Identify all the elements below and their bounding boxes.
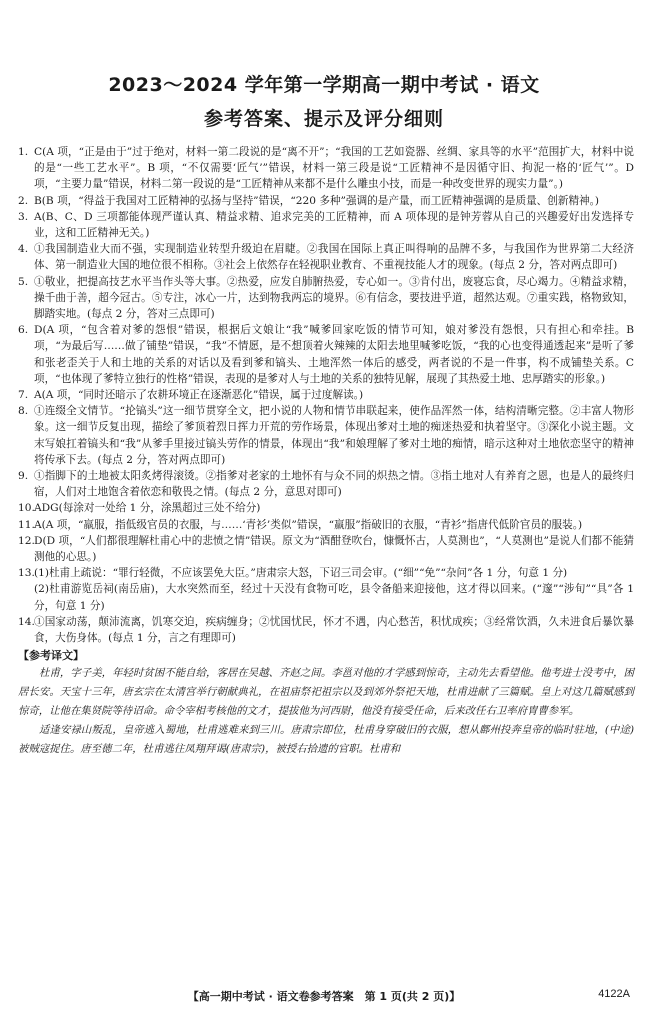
- answer-text: C(A 项，“正是由于”过于绝对，材料一第二段说的是“离不开”；“我国的工艺如瓷器、丝绸、家具等的水平”范围扩大，材料中说的是“一些工艺水平”。B 项，“不仅需要‘匠气’”错误，材料一第三段是说“工匠精神不是因循守旧、拘泥一格的‘匠气’”。D 项，“主要力量”错误，材料二第一段说的是“工匠精神从来都不是什么雕虫小技，而是一种改变世界的现实力量”。): [34, 146, 634, 191]
- answer-number: 10.: [18, 502, 35, 515]
- answer-text: ①连缀全文情节。“抡镐头”这一细节贯穿全文，把小说的人物和情节串联起来，使作品浑然一体，结构清晰完整。②丰富人物形象。这一细节反复出现，描绘了爹顶着烈日挥力开荒的劳作场景，体现出爹对土地的痴迷热爱和执着坚守。③深化小说主题。文末写娘扛着镐头和“我”从爹手里接过镐头劳作的情景，体现出“我”和娘理解了爹对土地的痴情，暗示这种对土地依恋坚守的精神将传承下去。(每点 2 分，答对两点即可): [34, 405, 634, 466]
- answer-item: [18, 193, 634, 209]
- answer-item: [18, 274, 634, 323]
- answer-item: [18, 387, 634, 403]
- page-subtitle: 参考答案、提示及评分细则: [203, 108, 444, 130]
- answer-text: (1)杜甫上疏说：“罪行轻微，不应该罢免大臣。”唐肃宗大怒，下诏三司会审。(“细”“免”“杂问”各 1 分，句意 1 分): [34, 567, 568, 580]
- answer-text: ①我国制造业大而不强，实现制造业转型升级迫在眉睫。②我国在国际上真正叫得响的品牌不多，与我国作为世界第二大经济体、第一制造业大国的地位很不相称。③社会上依然存在轻视职业教育、不重视技能人才的现象。(每点 2 分，答对两点即可): [34, 243, 634, 272]
- reference-heading: 【参考译文】: [18, 649, 84, 663]
- answer-number: 5.: [18, 275, 29, 288]
- answer-text: ADG(每涂对一处给 1 分，涂黑超过三处不给分): [34, 502, 261, 515]
- translation-paragraph: 适逢安禄山叛乱，皇帝逃入蜀地，杜甫逃难来到三川。唐肃宗即位，杜甫身穿破旧的衣服，想从鄜州投奔皇帝的临时驻地，(中途)被贼寇捉住。唐至德二年，杜甫逃往凤翔拜谒(唐肃宗)，被授右拾遗的官职。杜甫和: [18, 724, 634, 756]
- answer-text: ①敬业，把提高技艺水平当作头等大事。②热爱，应发自肺腑热爱，专心如一。③肯付出，废寝忘食，尽心竭力。④精益求精，操千曲于善，超今冠古。⑤专注，冰心一片，达到物我两忘的境界。⑥有信念，要技进乎道，超然达观。⑦重实践，格物致知，脚踏实地。(每点 2 分，答对三点即可): [34, 275, 634, 321]
- answer-item: [18, 209, 634, 241]
- answer-list: [18, 144, 634, 759]
- answer-text: A(A 项，“同时还暗示了农耕环境正在逐渐恶化”错误，属于过度解读。): [34, 389, 364, 402]
- answer-item: [18, 565, 634, 581]
- answer-number: 8.: [18, 405, 29, 418]
- answer-item: [18, 144, 634, 193]
- answer-number: 14.: [18, 615, 35, 628]
- answer-number: 4.: [18, 243, 29, 256]
- answer-text: D(D 项，“人们都很理解杜甫心中的悲愤之情”错误。原文为“酒酣登吹台，慷慨怀古，人莫测也”，“人莫测也”是说人们都不能猜测他的心思。): [34, 534, 634, 564]
- answer-text: ①国家动荡，颠沛流离，饥寒交迫，疾病缠身；②忧国忧民，怀才不遇，内心愁苦，积忧成疾；③经常饮酒，久未进食后暴饮暴食，大伤身体。(每点 1 分，言之有理即可): [34, 615, 634, 645]
- answer-item: [18, 322, 634, 387]
- answer-number: 2.: [18, 194, 29, 207]
- answer-number: 6.: [18, 324, 29, 337]
- answer-number: 7.: [18, 389, 29, 402]
- answer-item: [18, 241, 634, 273]
- answer-number: 13.: [18, 567, 35, 580]
- answer-number: 12.: [18, 534, 35, 547]
- answer-text: ①指脚下的土地被太阳炙烤得滚烫。②指爹对老家的土地怀有与众不同的炽热之情。③指土地对人有养育之恩，也是人的最终归宿，人们对土地饱含着依恋和敬畏之情。(每点 2 分，意思对即可): [34, 470, 634, 499]
- answer-number: 1.: [18, 146, 29, 158]
- answer-item: [18, 614, 634, 646]
- answer-item: [18, 533, 634, 565]
- answer-text: A(A 项，“羸服，指低级官员的衣服，与……‘青衫’类似”错误，“羸服”指破旧的衣服，“青衫”指唐代低阶官员的服装。): [34, 518, 583, 531]
- translation-paragraph: 杜甫，字子美，年轻时贫困不能自给，客居在吴越、齐赵之间。李邕对他的才学感到惊奇，主动先去看望他。他考进士没考中，困居长安。天宝十三年，唐玄宗在太清宫举行朝献典礼，在祖庙祭祀祖宗以及到郊外祭祀天地，杜甫进献了三篇赋。皇上对这几篇赋感到惊奇，让他在集贤院等待诏命。命令宰相考核他的文才，提拔他为河西尉，他没有接受任命，后来改任右卫率府胄曹参军。: [18, 667, 634, 718]
- page-footer: 【高一期中考试 · 语文卷参考答案 第 1 页(共 2 页)】: [187, 990, 461, 1003]
- document-code: 4122A: [598, 988, 630, 1000]
- answer-text: B(B 项，“得益于我国对工匠精神的弘扬与坚持”错误，“220 多种”强调的是产量，而工匠精神强调的是质量、创新精神。): [34, 194, 600, 207]
- page-title: 2023～2024 学年第一学期高一期中考试 · 语文: [108, 74, 540, 96]
- answer-item: [18, 403, 634, 468]
- answer-13-part2: (2)杜甫游览岳祠(南岳庙)，大水突然而至，经过十天没有食物可吃，县令备船来迎接他，这才得以回来。(“邃”“涉旬”“具”各 1 分，句意 1 分): [34, 583, 634, 612]
- answer-item: [18, 517, 634, 533]
- answer-text: D(A 项，“包含着对爹的怨恨”错误，根据后文娘让“我”喊爹回家吃饭的情节可知，娘对爹没有怨恨，只有担心和牵挂。B 项，“为最后写……做了铺垫”错误，“我”不情愿，是不想顶着火辣辣的太阳去地里喊爹吃饭，“我的心也变得通透起来”是听了爹和张老歪关于人和土地的关系的对话以及看到爹和镐头、土地浑然一体后的感受，两者说的不是一件事，构不成铺垫关系。C 项，“也体现了爹特立独行的性格”错误，表现的是爹对人与土地的关系的独特见解，展现了其热爱土地、忠厚踏实的形象。): [34, 324, 634, 385]
- answer-item: [18, 500, 634, 516]
- answer-item: [18, 468, 634, 500]
- answer-number: 9.: [18, 470, 29, 483]
- answer-text: A(B、C、D 三项都能体现严谨认真、精益求精、追求完美的工匠精神，而 A 项体现的是钟芳蓉从自己的兴趣爱好出发选择专业，这和工匠精神无关。): [34, 210, 634, 240]
- answer-number: 3.: [18, 210, 29, 223]
- answer-number: 11.: [18, 518, 35, 531]
